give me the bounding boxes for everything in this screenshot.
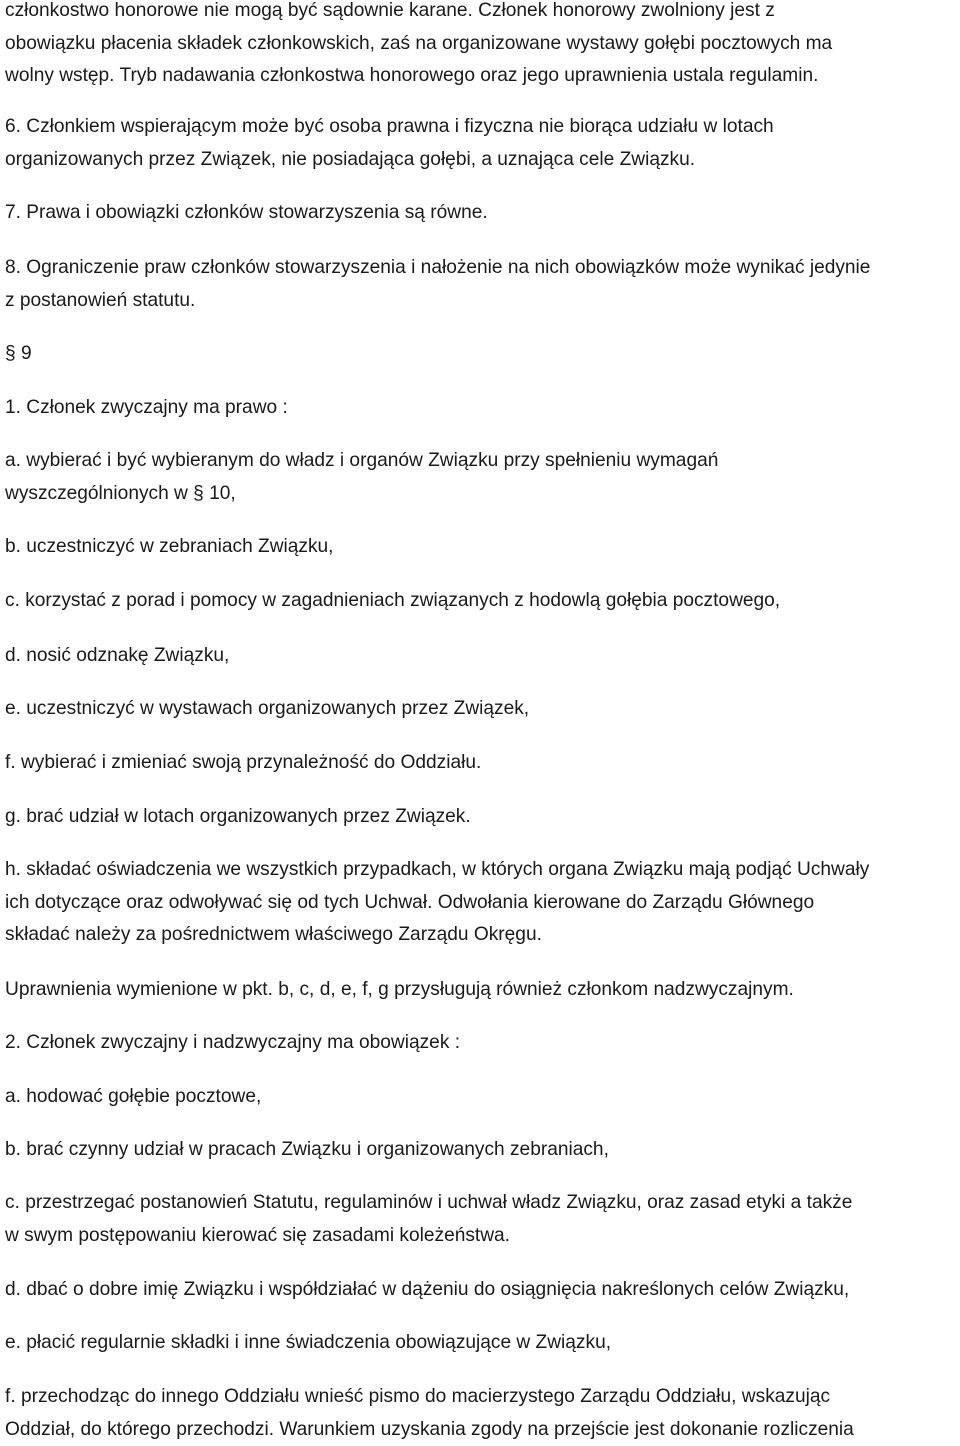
text-line: f. przechodząc do innego Oddziału wnieść pismo do macierzystego Zarządu Oddziału, wskazując	[5, 1381, 957, 1414]
section-heading-9	[5, 338, 960, 371]
paragraph-item-2f	[5, 1381, 960, 1446]
paragraph-section-2	[5, 1027, 960, 1060]
paragraph-point-6	[5, 111, 960, 176]
text-line: § 9	[5, 338, 957, 371]
text-line: w swym postępowaniu kierować się zasadami koleżeństwa.	[5, 1220, 957, 1253]
paragraph-item-2a	[5, 1081, 960, 1114]
paragraph-section-1	[5, 392, 960, 425]
text-line: 1. Członek zwyczajny ma prawo :	[5, 392, 957, 425]
text-line: f. wybierać i zmieniać swoją przynależność do Oddziału.	[5, 747, 957, 780]
paragraph-item-1e	[5, 693, 960, 726]
paragraph-point-7	[5, 197, 960, 230]
text-line: Uprawnienia wymienione w pkt. b, c, d, e, f, g przysługują również członkom nadzwyczajnym.	[5, 974, 957, 1007]
text-line: d. dbać o dobre imię Związku i współdziałać w dążeniu do osiągnięcia nakreślonych celów Związku,	[5, 1274, 957, 1307]
text-line: g. brać udział w lotach organizowanych przez Związek.	[5, 801, 957, 834]
text-line: h. składać oświadczenia we wszystkich przypadkach, w których organa Związku mają podjąć Uchwały	[5, 854, 957, 887]
text-line: 7. Prawa i obowiązki członków stowarzyszenia są równe.	[5, 197, 957, 230]
paragraph-item-1c	[5, 585, 960, 618]
text-line: c. korzystać z porad i pomocy w zagadnieniach związanych z hodowlą gołębia pocztowego,	[5, 585, 957, 618]
paragraph-point-8	[5, 252, 960, 317]
paragraph-item-1a	[5, 445, 960, 510]
paragraph-item-2e	[5, 1327, 960, 1360]
text-line: e. uczestniczyć w wystawach organizowanych przez Związek,	[5, 693, 957, 726]
text-line: Oddział, do którego przechodzi. Warunkiem uzyskania zgody na przejście jest dokonanie rozliczenia	[5, 1414, 957, 1446]
paragraph-item-1h	[5, 854, 960, 952]
text-line: członkostwo honorowe nie mogą być sądownie karane. Członek honorowy zwolniony jest z	[5, 0, 957, 28]
text-line: a. hodować gołębie pocztowe,	[5, 1081, 957, 1114]
paragraph-item-2d	[5, 1274, 960, 1307]
text-line: wolny wstęp. Tryb nadawania członkostwa honorowego oraz jego uprawnienia ustala regulamin.	[5, 60, 957, 93]
text-line: e. płacić regularnie składki i inne świadczenia obowiązujące w Związku,	[5, 1327, 957, 1360]
text-line: obowiązku płacenia składek członkowskich, zaś na organizowane wystawy gołębi pocztowych ma	[5, 28, 957, 61]
paragraph-rights-note	[5, 974, 960, 1007]
text-line: z postanowień statutu.	[5, 285, 957, 318]
text-line: b. uczestniczyć w zebraniach Związku,	[5, 531, 957, 564]
text-line: c. przestrzegać postanowień Statutu, regulaminów i uchwał władz Związku, oraz zasad etyki a także	[5, 1187, 957, 1220]
paragraph-honorary-membership	[5, 0, 960, 93]
text-line: 6. Członkiem wspierającym może być osoba prawna i fizyczna nie biorąca udziału w lotach	[5, 111, 957, 144]
paragraph-item-2c	[5, 1187, 960, 1252]
text-line: a. wybierać i być wybieranym do władz i organów Związku przy spełnieniu wymagań	[5, 445, 957, 478]
paragraph-item-1d	[5, 640, 960, 673]
text-line: organizowanych przez Związek, nie posiadająca gołębi, a uznająca cele Związku.	[5, 144, 957, 177]
text-line: składać należy za pośrednictwem właściwego Zarządu Okręgu.	[5, 919, 957, 952]
text-line: 2. Członek zwyczajny i nadzwyczajny ma obowiązek :	[5, 1027, 957, 1060]
text-line: ich dotyczące oraz odwoływać się od tych Uchwał. Odwołania kierowane do Zarządu Głównego	[5, 887, 957, 920]
paragraph-item-1g	[5, 801, 960, 834]
paragraph-item-1f	[5, 747, 960, 780]
text-line: d. nosić odznakę Związku,	[5, 640, 957, 673]
text-line: b. brać czynny udział w pracach Związku i organizowanych zebraniach,	[5, 1134, 957, 1167]
paragraph-item-1b	[5, 531, 960, 564]
text-line: wyszczególnionych w § 10,	[5, 478, 957, 511]
paragraph-item-2b	[5, 1134, 960, 1167]
text-line: 8. Ograniczenie praw członków stowarzyszenia i nałożenie na nich obowiązków może wynikać jedynie	[5, 252, 957, 285]
